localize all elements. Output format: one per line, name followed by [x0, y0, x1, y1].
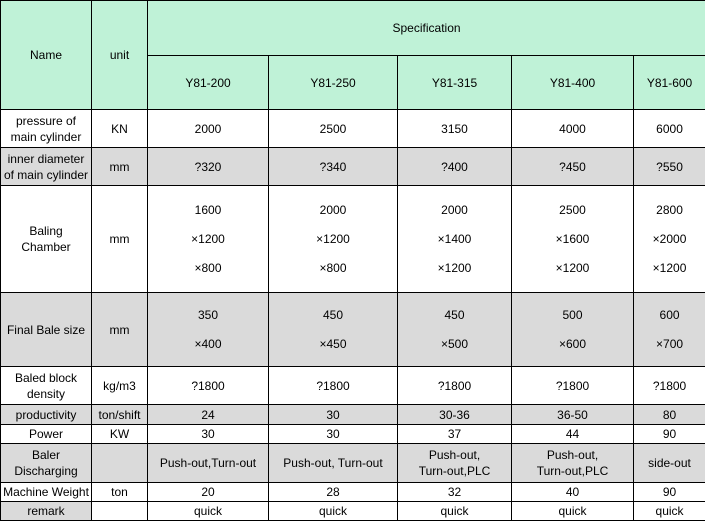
header-name: Name: [1, 1, 92, 110]
table-cell: 20: [148, 483, 269, 502]
table-cell: quick: [634, 502, 705, 521]
table-cell: ?550: [634, 148, 705, 186]
table-row: [1, 425, 705, 444]
table-cell: Push-out, Turn-out,PLC: [398, 444, 512, 483]
table-cell: ?1800: [148, 367, 269, 405]
table-cell: 450 ×450: [269, 293, 398, 367]
table-row: [1, 444, 705, 483]
table-row: [1, 483, 705, 502]
row-unit: [92, 444, 148, 483]
table-cell: 4000: [512, 110, 634, 148]
row-unit: mm: [92, 186, 148, 293]
model-header: Y81-200: [148, 56, 269, 110]
model-header: Y81-400: [512, 56, 634, 110]
row-label: Machine Weight: [1, 483, 92, 502]
table-cell: ?1800: [512, 367, 634, 405]
table-cell: Push-out, Turn-out: [269, 444, 398, 483]
table-cell: 24: [148, 405, 269, 425]
table-row: [1, 405, 705, 425]
row-label: productivity: [1, 405, 92, 425]
table-cell: 2500 ×1600 ×1200: [512, 186, 634, 293]
table-cell: Push-out, Turn-out,PLC: [512, 444, 634, 483]
table-cell: quick: [269, 502, 398, 521]
table-row: [1, 110, 705, 148]
row-label: inner diameter of main cylinder: [1, 148, 92, 186]
table-cell: ?1800: [398, 367, 512, 405]
row-unit: kg/m3: [92, 367, 148, 405]
table-cell: ?450: [512, 148, 634, 186]
row-unit: KN: [92, 110, 148, 148]
table-cell: 37: [398, 425, 512, 444]
table-cell: 350 ×400: [148, 293, 269, 367]
row-unit: mm: [92, 148, 148, 186]
table-cell: 600 ×700: [634, 293, 705, 367]
table-cell: side-out: [634, 444, 705, 483]
row-unit: ton/shift: [92, 405, 148, 425]
table-cell: 30-36: [398, 405, 512, 425]
table-cell: 80: [634, 405, 705, 425]
row-unit: ton: [92, 483, 148, 502]
table-cell: 3150: [398, 110, 512, 148]
table-cell: Push-out,Turn-out: [148, 444, 269, 483]
table-row: [1, 293, 705, 367]
table-cell: ?1800: [634, 367, 705, 405]
row-label: Final Bale size: [1, 293, 92, 367]
row-unit: KW: [92, 425, 148, 444]
table-cell: 36-50: [512, 405, 634, 425]
table-cell: ?400: [398, 148, 512, 186]
table-cell: quick: [148, 502, 269, 521]
table-row: [1, 367, 705, 405]
table-cell: 30: [269, 425, 398, 444]
table-cell: ?320: [148, 148, 269, 186]
table-row: [1, 186, 705, 293]
row-label: Baler Discharging: [1, 444, 92, 483]
model-header: Y81-250: [269, 56, 398, 110]
table-cell: 30: [148, 425, 269, 444]
table-row: [1, 148, 705, 186]
row-label: Power: [1, 425, 92, 444]
row-label: Baling Chamber: [1, 186, 92, 293]
table-cell: 28: [269, 483, 398, 502]
table-cell: 30: [269, 405, 398, 425]
table-cell: 2000 ×1200 ×800: [269, 186, 398, 293]
table-cell: 44: [512, 425, 634, 444]
row-unit: mm: [92, 293, 148, 367]
table-cell: ?1800: [269, 367, 398, 405]
table-cell: 2000 ×1400 ×1200: [398, 186, 512, 293]
row-label: remark: [1, 502, 92, 521]
row-label: Baled block density: [1, 367, 92, 405]
model-header: Y81-315: [398, 56, 512, 110]
table-cell: quick: [512, 502, 634, 521]
row-label: pressure of main cylinder: [1, 110, 92, 148]
table-cell: 1600 ×1200 ×800: [148, 186, 269, 293]
header-specification: Specification: [148, 1, 705, 56]
model-header: Y81-600: [634, 56, 705, 110]
table-cell: 2000: [148, 110, 269, 148]
table-cell: 90: [634, 483, 705, 502]
table-cell: 40: [512, 483, 634, 502]
table-cell: 450 ×500: [398, 293, 512, 367]
table-cell: 2800 ×2000 ×1200: [634, 186, 705, 293]
table-cell: 90: [634, 425, 705, 444]
table-cell: quick: [398, 502, 512, 521]
table-cell: ?340: [269, 148, 398, 186]
table-cell: 500 ×600: [512, 293, 634, 367]
row-unit: [92, 502, 148, 521]
table-cell: 2500: [269, 110, 398, 148]
table-cell: 6000: [634, 110, 705, 148]
header-unit: unit: [92, 1, 148, 110]
table-cell: 32: [398, 483, 512, 502]
table-row: [1, 502, 705, 521]
